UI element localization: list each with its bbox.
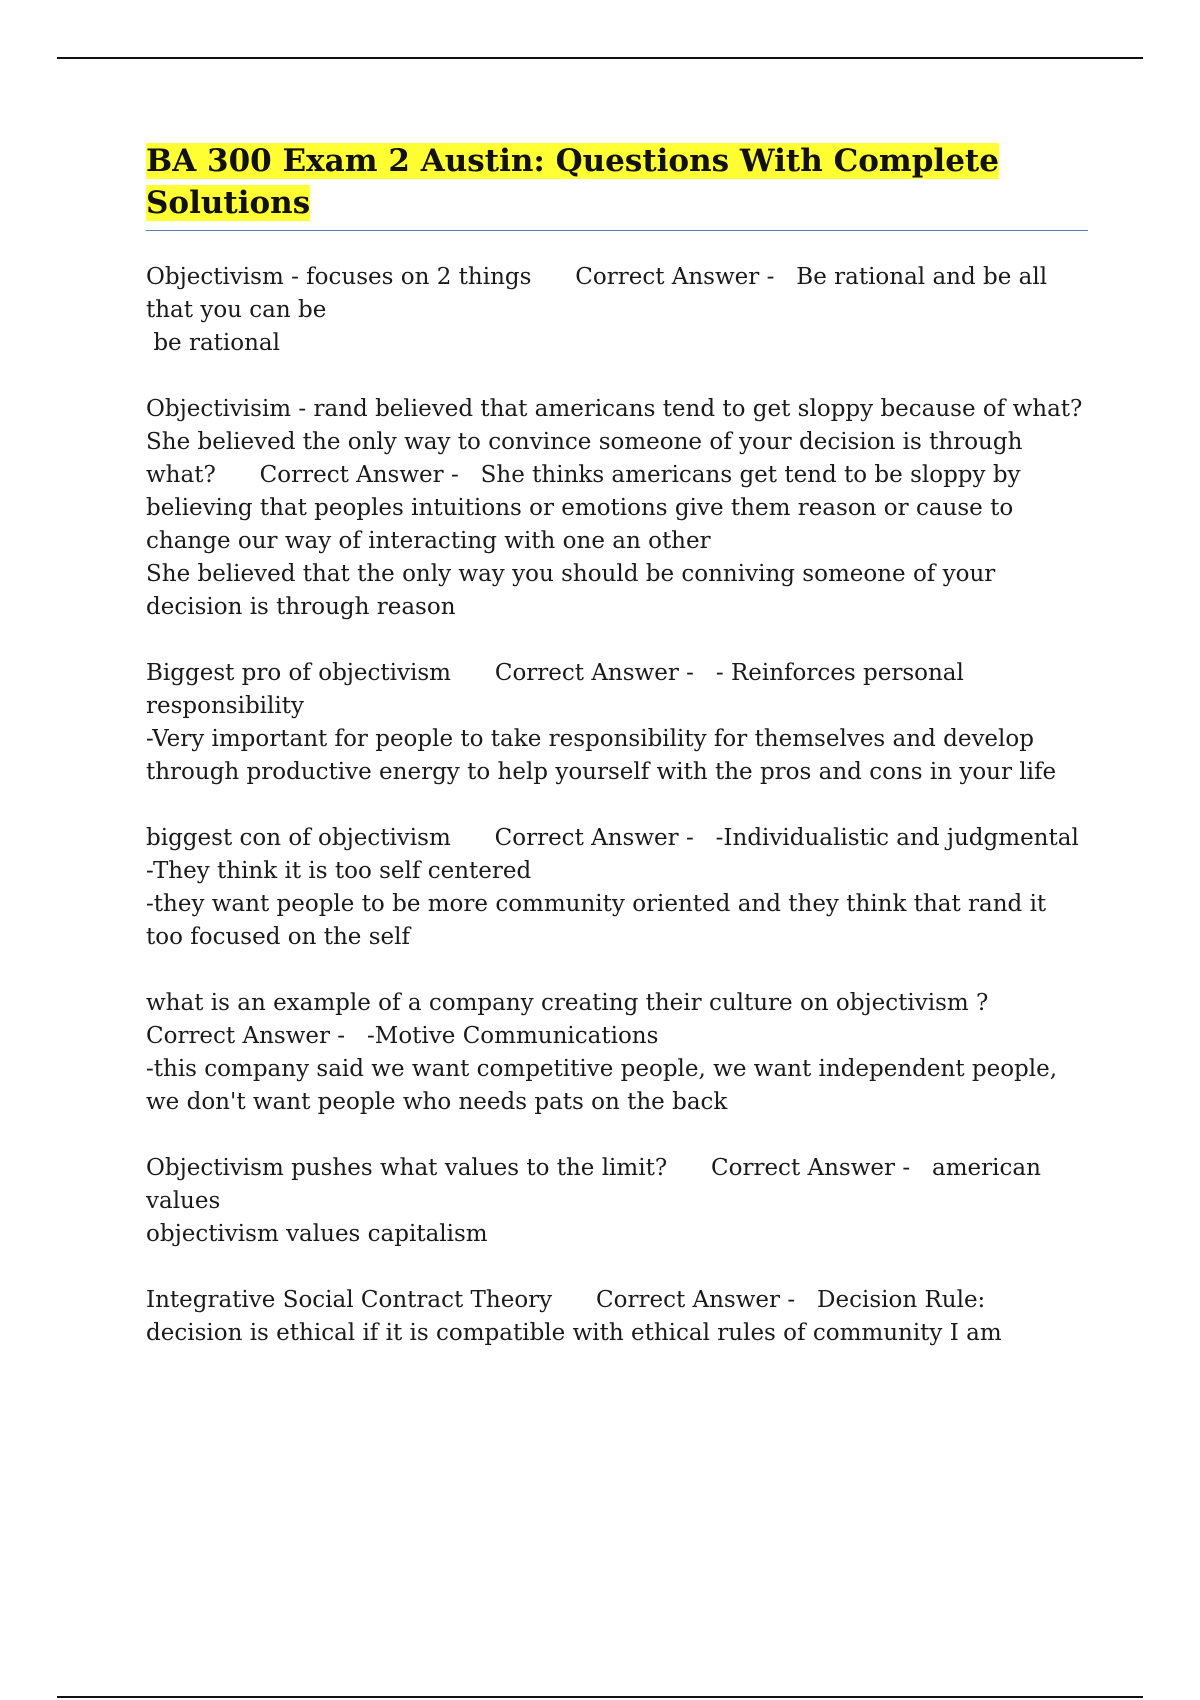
qa-entry-text: Objectivisim - rand believed that americans tend to get sloppy because of what? She believed the only way to convince someone of your decision is through what? Correct Answer - She thinks americans get tend to be sloppy by believing that peoples intuitions or emotions give them reason or cause to change our way of interacting with one an other She believed that the only way you should be conniving someone of your decision is through reason <box>146 396 1083 620</box>
qa-entry-text: Integrative Social Contract Theory Correct Answer - Decision Rule: decision is ethical if it is compatible with ethical rules of community I am <box>146 1287 1002 1346</box>
qa-entry-text: Objectivism - focuses on 2 things Correct Answer - Be rational and be all that you can be be rational <box>146 264 1048 356</box>
qa-entry-text: biggest con of objectivism Correct Answer - -Individualistic and judgmental -They think it is too self centered -they want people to be more community oriented and they think that rand it too focused on the self <box>146 825 1079 950</box>
qa-entry-7 <box>146 1284 1088 1350</box>
qa-entry-6 <box>146 1152 1088 1251</box>
qa-entry-text: Objectivism pushes what values to the limit? Correct Answer - american values objectivism values capitalism <box>146 1155 1041 1247</box>
qa-entry-1 <box>146 261 1088 360</box>
qa-entry-5 <box>146 987 1088 1119</box>
qa-entry-text: what is an example of a company creating their culture on objectivism ? Correct Answer - -Motive Communications -this company said we want competitive people, we want independent people, we don't want people who needs pats on the back <box>146 990 1058 1115</box>
qa-entry-text: Biggest pro of objectivism Correct Answer - - Reinforces personal responsibility -Very important for people to take responsibility for themselves and develop through productive energy to help yourself with the pros and cons in your life <box>146 660 1057 785</box>
title-block <box>146 140 1088 231</box>
document-title <box>146 140 1006 224</box>
qa-entry-3 <box>146 657 1088 789</box>
title-highlight: BA 300 Exam 2 Austin: Questions With Complete Solutions <box>146 143 999 221</box>
qa-entry-4 <box>146 822 1088 954</box>
qa-entry-2 <box>146 393 1088 624</box>
page-header-rule <box>57 57 1143 59</box>
document-body <box>146 140 1088 1383</box>
page-footer-rule <box>57 1696 1143 1698</box>
